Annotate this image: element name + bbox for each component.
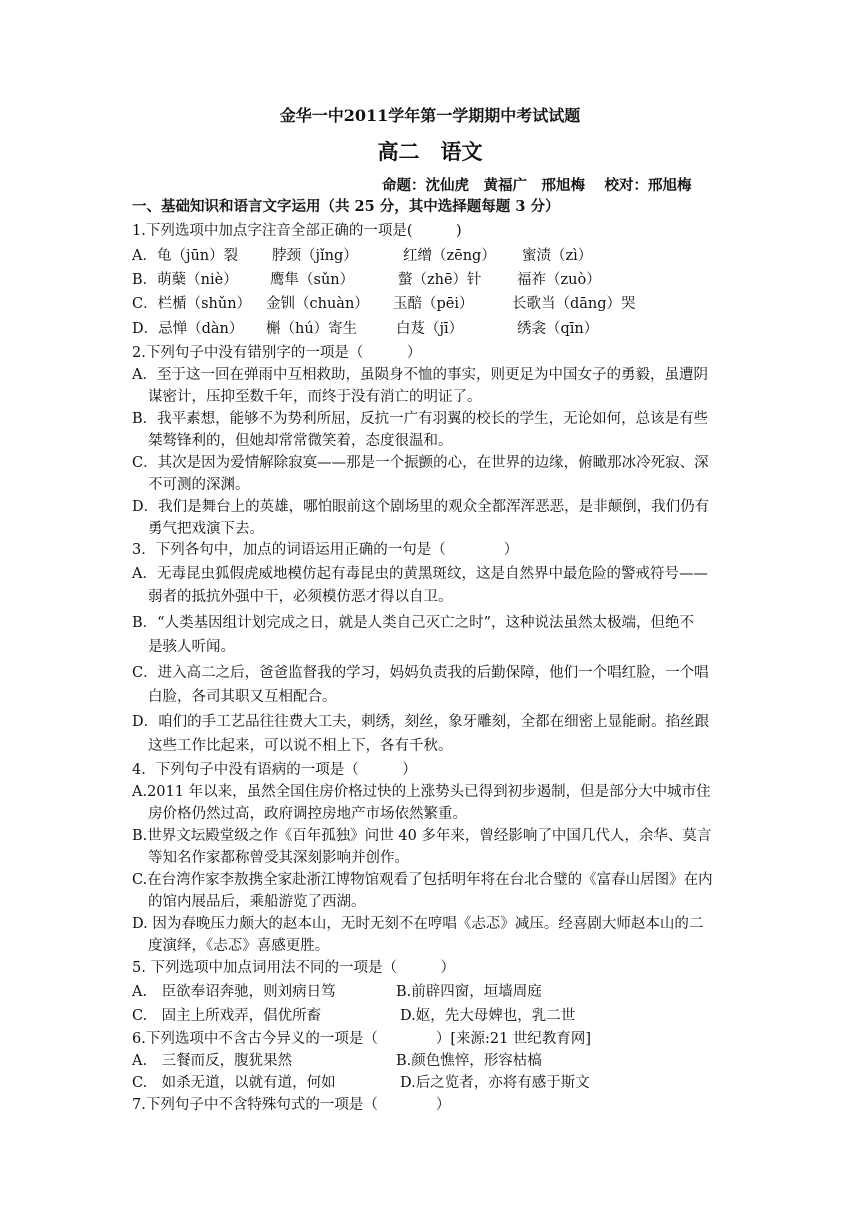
- q1-option: C．栏楯（shǔn）: [132, 296, 252, 312]
- q1-option: B．萌蘖（niè）: [132, 272, 238, 288]
- q2-line: 不可测的深渊。: [148, 477, 250, 493]
- q5-option: B.前辟四窗，垣墙周庭: [396, 984, 542, 1000]
- q2-line: C．其次是因为爱情解除寂寞——那是一个振颤的心，在世界的边缘，俯瞰那冰冷死寂、深: [132, 455, 709, 471]
- q4-line: A.2011 年以来，虽然全国住房价格过快的上涨势头已得到初步遏制，但是部分大中城市住: [132, 784, 711, 800]
- q2-line: A．至于这一回在弹雨中互相救助，虽陨身不恤的事实，则更足为中国女子的勇毅，虽遭阴: [132, 367, 708, 383]
- q4-line: B.世界文坛殿堂级之作《百年孤独》问世 40 多年来，曾经影响了中国几代人，余华、莫言: [132, 828, 712, 844]
- q2-line: 谋密计，压抑至数千年，而终于没有消亡的明证了。: [148, 389, 482, 405]
- q3-line: D．咱们的手工艺品往往费大工夫，刺绣，刻丝，象牙雕刻，全都在细密上显能耐。掐丝跟: [132, 714, 710, 730]
- q1-option: 金钏（chuàn）: [266, 296, 369, 312]
- q6-option: A. 三餐而反，腹犹果然: [132, 1053, 293, 1069]
- q3-line: 是骇人听闻。: [148, 639, 235, 655]
- q2-line: 勇气把戏演下去。: [148, 521, 264, 537]
- q4-line: 的馆内展品后，乘船游览了西湖。: [148, 894, 366, 910]
- exam-authors: 命题：沈仙虎 黄福广 邢旭梅 校对：邢旭梅: [382, 177, 692, 194]
- q1-option: 鹰隼（sǔn）: [270, 272, 355, 288]
- q1-option: 绣衾（qīn）: [517, 321, 599, 337]
- q5-option: C. 固主上所戏弄，倡优所畜: [132, 1008, 322, 1024]
- question-6-stem: 6.下列选项中不含古今异义的一项是（ ）[来源:21 世纪教育网]: [132, 1031, 592, 1047]
- section-heading: 一、基础知识和语言文字运用（共 25 分，其中选择题每题 3 分）: [132, 198, 560, 215]
- q2-line: D．我们是舞台上的英雄，哪怕眼前这个剧场里的观众全都浑浑恶恶，是非颠倒，我们仍有: [132, 499, 710, 515]
- q2-line: B．我平素想，能够不为势利所屈，反抗一广有羽翼的校长的学生，无论如何，总该是有些: [132, 411, 709, 427]
- question-7-stem: 7.下列句子中不含特殊句式的一项是（ ）: [132, 1097, 451, 1113]
- q4-line: C.在台湾作家李敖携全家赴浙江博物馆观看了包括明年将在台北合璧的《富春山居图》在内: [132, 872, 713, 888]
- exam-title: 金华一中2011学年第一学期期中考试试题: [279, 106, 581, 125]
- q4-line: 度演绎，《忐忑》喜感更胜。: [148, 938, 330, 954]
- q1-option: 蜜渍（zì）: [522, 248, 593, 264]
- q6-option: C. 如杀无道，以就有道，何如: [132, 1075, 336, 1091]
- question-2-stem: 2.下列句子中没有错别字的一项是（ ）: [132, 345, 422, 361]
- exam-subject: 高二 语文: [377, 139, 483, 164]
- q3-line: B．“人类基因组计划完成之日，就是人类自己灭亡之时”，这种说法虽然太极端，但绝不: [132, 615, 694, 631]
- q1-option: 槲（hú）寄生: [266, 321, 358, 337]
- q5-option: A. 臣欲奉诏奔驰，则刘病日笃: [132, 984, 336, 1000]
- q1-option: 长歌当（dāng）哭: [512, 296, 636, 312]
- q1-option: A．龟（jūn）裂: [132, 248, 239, 264]
- q6-option: B.颜色憔悴，形容枯槁: [396, 1053, 542, 1069]
- q4-line: 等知名作家都称曾受其深刻影响并创作。: [148, 850, 409, 866]
- q4-line: D. 因为春晚压力颇大的赵本山，无时无刻不在哼唱《忐忑》减压。经喜剧大师赵本山的二: [132, 916, 704, 932]
- q1-option: 玉醅（pēi）: [393, 296, 474, 312]
- q4-line: 房价格仍然过高，政府调控房地产市场依然繁重。: [148, 806, 467, 822]
- q3-line: 白脸，各司其职又互相配合。: [148, 689, 337, 705]
- q1-option: 脖颈（jǐng）: [272, 248, 358, 264]
- q1-option: 红缯（zēng）: [403, 248, 496, 264]
- q1-option: 白芨（jī）: [396, 321, 464, 337]
- question-5-stem: 5. 下列选项中加点词用法不同的一项是（ ）: [132, 960, 455, 976]
- q5-option: D.妪，先大母婢也，乳二世: [400, 1008, 576, 1024]
- q1-option: 福祚（zuò）: [517, 272, 601, 288]
- q3-line: A．无毒昆虫狐假虎威地模仿起有毒昆虫的黄黑斑纹，这是自然界中最危险的警戒符号——: [132, 566, 708, 582]
- q1-option: D．忌惮（dàn）: [132, 321, 244, 337]
- question-4-stem: 4．下列句子中没有语病的一项是（ ）: [132, 762, 417, 778]
- question-3-stem: 3．下列各句中，加点的词语运用正确的一句是（ ）: [132, 542, 519, 558]
- q3-line: 弱者的抵抗外强中干，必须模仿恶才得以自卫。: [148, 589, 453, 605]
- q3-line: C．进入高二之后，爸爸监督我的学习，妈妈负责我的后勤保障，他们一个唱红脸，一个唱: [132, 665, 709, 681]
- q2-line: 桀骜锋利的，但她却常常微笑着，态度很温和。: [148, 433, 453, 449]
- q6-option: D.后之览者，亦将有感于斯文: [400, 1075, 590, 1091]
- question-1-stem: 1.下列选项中加点字注音全部正确的一项是( ): [132, 223, 462, 239]
- q1-option: 螫（zhē）针: [398, 272, 482, 288]
- q3-line: 这些工作比起来，可以说不相上下，各有千秋。: [148, 738, 453, 754]
